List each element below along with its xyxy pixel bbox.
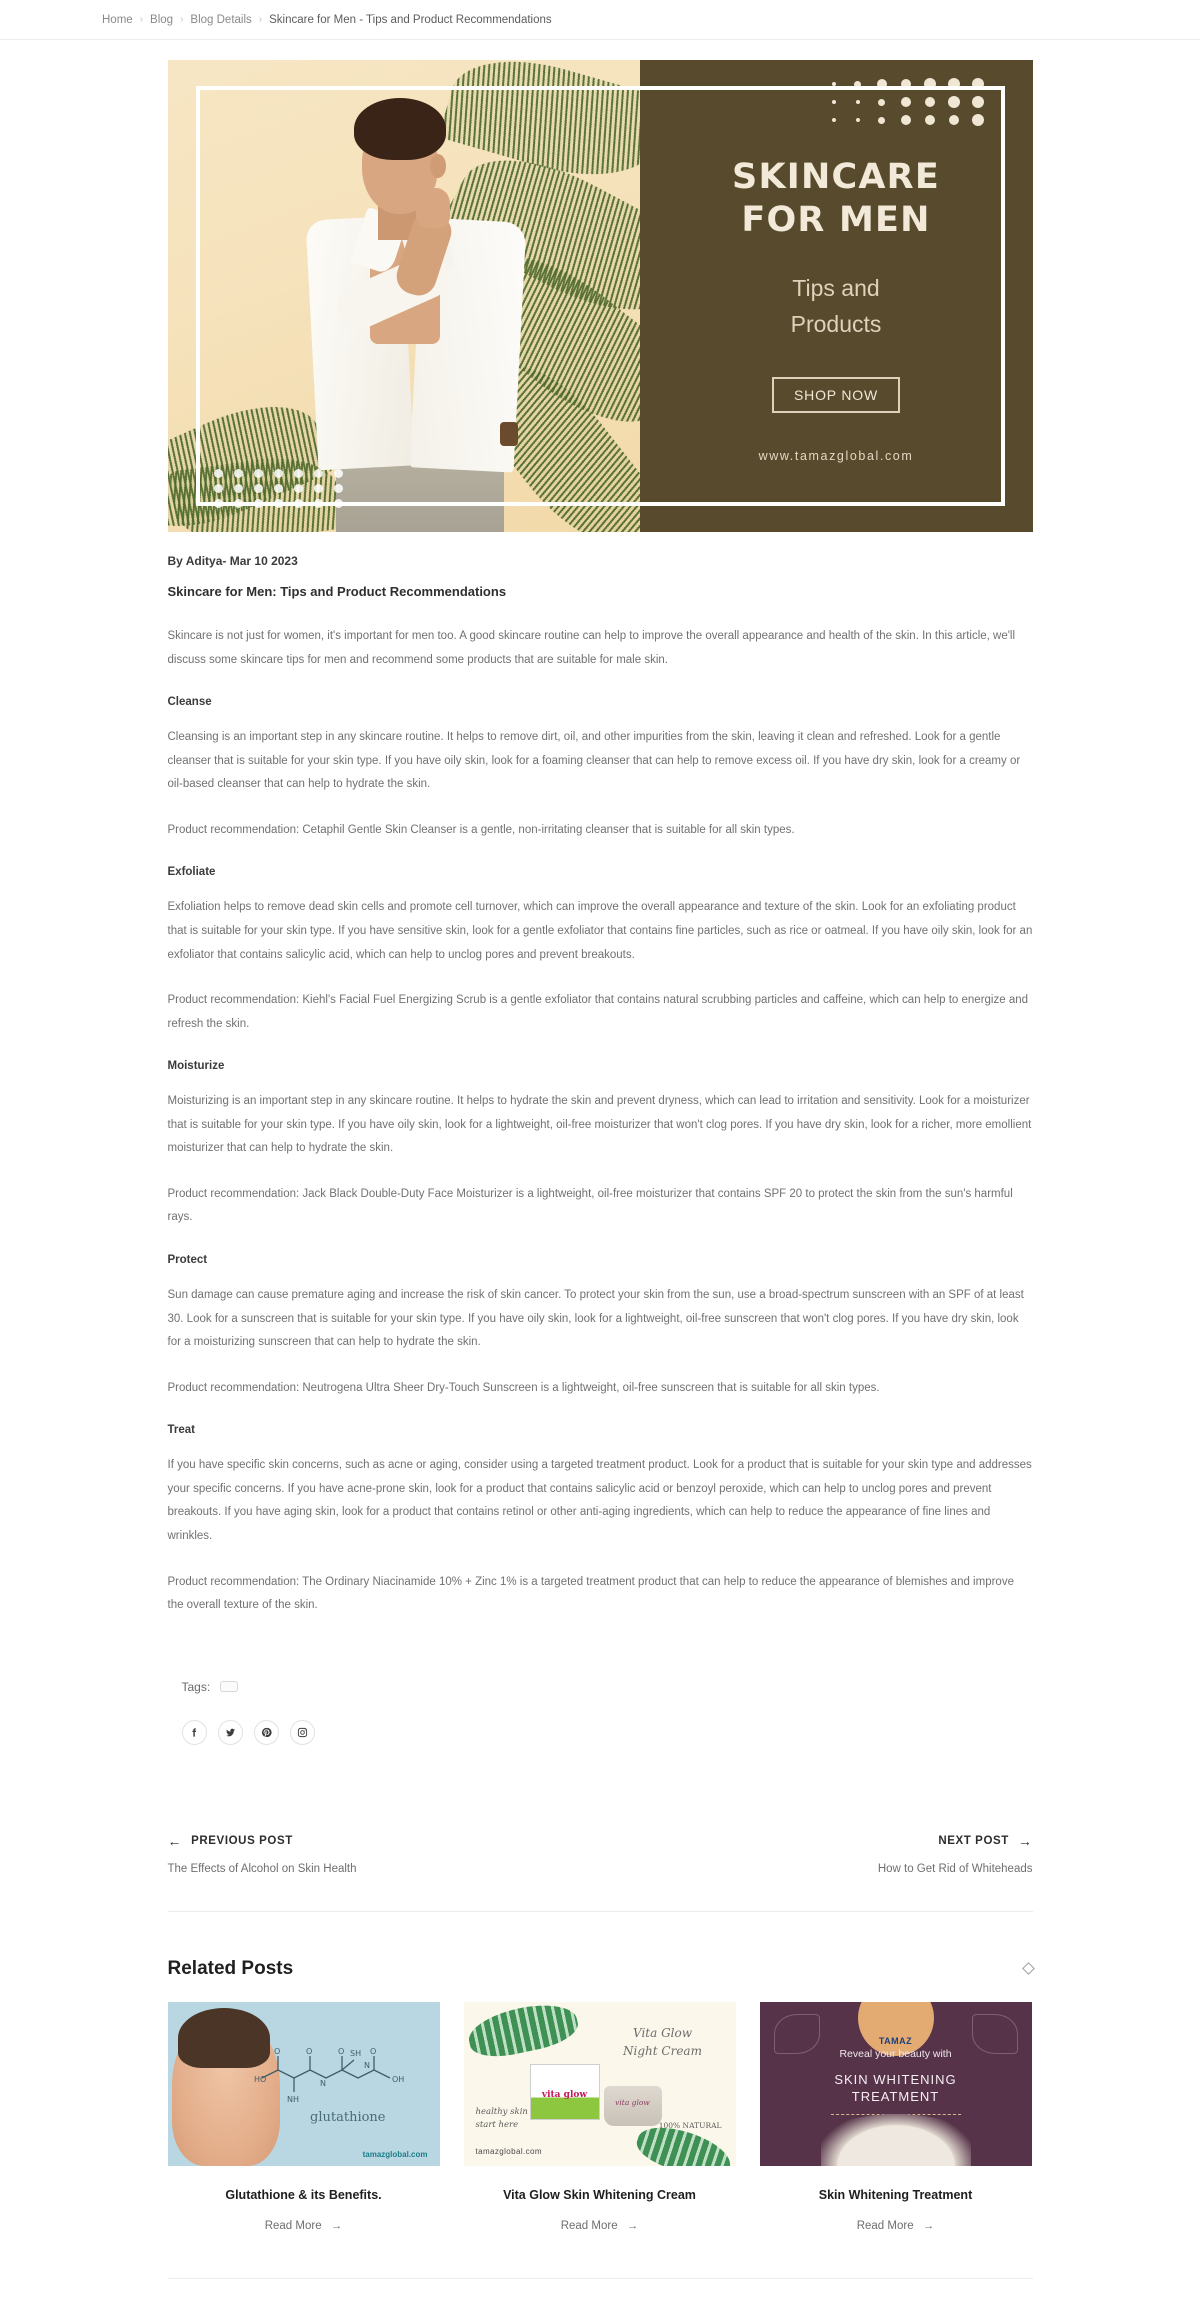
- tag-chip[interactable]: [220, 1681, 238, 1692]
- svg-text:O: O: [305, 2046, 312, 2056]
- tags-row: [168, 1680, 1033, 1694]
- breadcrumb-separator-icon: ›: [139, 14, 144, 25]
- thumbnail-tagline: Reveal your beauty with: [839, 2047, 952, 2060]
- related-post-thumbnail[interactable]: [168, 2002, 440, 2166]
- svg-text:OH: OH: [391, 2074, 404, 2084]
- tagline-line2: start here: [475, 2119, 519, 2130]
- breadcrumb: [0, 0, 1200, 40]
- instagram-icon[interactable]: [290, 1720, 315, 1745]
- facebook-icon[interactable]: [182, 1720, 207, 1745]
- related-post-card[interactable]: [760, 2002, 1032, 2232]
- read-more-link[interactable]: [760, 2220, 1032, 2232]
- article-body: [168, 532, 1033, 1745]
- arrow-left-icon: ←: [167, 1832, 183, 1849]
- headline-line1: SKIN WHITENING: [834, 2071, 957, 2087]
- svg-text:O: O: [337, 2046, 344, 2056]
- model-photo: [296, 92, 536, 532]
- script-line1: Vita Glow: [632, 2025, 692, 2040]
- breadcrumb-item-blog-details[interactable]: Blog Details: [190, 13, 252, 26]
- headline-line2: TREATMENT: [851, 2088, 940, 2104]
- natural-badge: 100% NATURAL: [658, 2120, 722, 2130]
- dot-grid-decoration: [825, 78, 987, 126]
- pinterest-icon[interactable]: [254, 1720, 279, 1745]
- brand-watermark: tamazglobal.com: [475, 2146, 542, 2156]
- brand-watermark: tamazglobal.com: [362, 2149, 428, 2159]
- social-share-row: [168, 1720, 1033, 1745]
- read-more-label: Read More: [856, 2219, 914, 2232]
- molecule-diagram-icon: [254, 2044, 424, 2106]
- svg-text:NH: NH: [286, 2094, 299, 2104]
- section-recommendation-protect: Product recommendation: Neutrogena Ultra Sheer Dry-Touch Sunscreen is a lightweight, oil-free sunscreen that is suitable for all skin types.: [167, 1381, 880, 1394]
- hero-banner: [168, 60, 1033, 532]
- product-jar-label: vita glow: [615, 2097, 650, 2107]
- svg-text:O: O: [273, 2046, 280, 2056]
- section-heading-exfoliate: Exfoliate: [167, 866, 216, 879]
- read-more-label: Read More: [560, 2219, 618, 2232]
- section-body-protect: Sun damage can cause premature aging and increase the risk of skin cancer. To protect your skin from the sun, use a broad-spectrum sunscreen with an SPF of at least 30. Look for a sunscreen that is suitable for your skin type. If you have oily skin, look for a lightweight, oil-free sunscreen that won't clog pores. If you have dry skin, look for a moisturizing sunscreen that can help to hydrate the skin.: [167, 1289, 1024, 1349]
- related-post-card[interactable]: [464, 2002, 736, 2232]
- post-navigation: [168, 1833, 1033, 1912]
- next-post-link[interactable]: [938, 1833, 1032, 1849]
- hero-banner-photo: [168, 60, 640, 532]
- arrow-right-icon: →: [330, 2219, 343, 2232]
- section-body-treat: If you have specific skin concerns, such as acne or aging, consider using a targeted treatment product. Look for a product that is suitable for your skin type and addresses your specific concerns. If you have acne-prone skin, look for a product that contains salicylic acid or benzoyl peroxide, which can help to unclog pores and prevent breakouts. If you have aging skin, look for a product that contains retinol or other anti-aging ingredients, which can help to reduce the appearance of fine lines and wrinkles.: [167, 1459, 1032, 1542]
- dot-grid-decoration: [214, 469, 348, 508]
- section-heading-treat: Treat: [167, 1424, 195, 1437]
- next-post-title[interactable]: How to Get Rid of Whiteheads: [877, 1862, 1033, 1875]
- related-post-title[interactable]: Skin Whitening Treatment: [818, 2187, 973, 2202]
- svg-text:O: O: [369, 2046, 376, 2056]
- section-body-exfoliate: Exfoliation helps to remove dead skin cells and promote cell turnover, which can improve the overall appearance and texture of the skin. Look for an exfoliating product that is suitable for your skin type. If you have sensitive skin, look for a gentle exfoliator that contains fine particles, such as rice or oatmeal. If you have oily skin, look for an exfoliator that contains salicylic acid, which can help to unclog pores and prevent breakouts.: [167, 901, 1033, 961]
- section-heading-cleanse: Cleanse: [167, 696, 212, 709]
- tags-label: Tags:: [181, 1679, 211, 1694]
- section-recommendation-moisturize: Product recommendation: Jack Black Double-Duty Face Moisturizer is a lightweight, oil-free moisturizer that contains SPF 20 to protect the skin from the sun's harmful rays.: [167, 1187, 1013, 1224]
- breadcrumb-item-current: Skincare for Men - Tips and Product Recommendations: [269, 13, 552, 26]
- script-line2: Night Cream: [623, 2043, 702, 2058]
- read-more-link[interactable]: [168, 2220, 440, 2232]
- arrow-right-icon: →: [1017, 1832, 1033, 1849]
- svg-text:N: N: [363, 2060, 370, 2070]
- related-post-thumbnail[interactable]: [464, 2002, 736, 2166]
- related-post-card[interactable]: [168, 2002, 440, 2232]
- previous-post-label: PREVIOUS POST: [191, 1834, 293, 1847]
- svg-text:HO: HO: [253, 2074, 266, 2084]
- hero-title: [732, 156, 940, 241]
- next-post-label: NEXT POST: [938, 1834, 1009, 1847]
- breadcrumb-item-blog[interactable]: Blog: [150, 13, 174, 26]
- hero-subtitle-line2: Products: [790, 311, 882, 338]
- tagline-line1: healthy skin: [475, 2107, 528, 2118]
- thumbnail-script-text: [602, 2024, 724, 2060]
- arrow-right-icon: →: [626, 2219, 639, 2232]
- article-intro: Skincare is not just for women, it's important for men too. A good skincare routine can help to improve the overall appearance and health of the skin. In this article, we'll discuss some skincare tips for men and recommend some products that are suitable for male skin.: [167, 630, 1016, 666]
- breadcrumb-separator-icon: ›: [180, 14, 184, 25]
- article-byline: By Aditya- Mar 10 2023: [167, 554, 298, 568]
- arrow-right-icon: →: [922, 2219, 935, 2232]
- tagline-text: [476, 2106, 528, 2132]
- section-body-cleanse: Cleansing is an important step in any skincare routine. It helps to remove dirt, oil, and other impurities from the skin, leaving it clean and refreshed. Look for a gentle cleanser that is suitable for your skin type. If you have oily skin, look for a foaming cleanser that can help to remove excess oil. If you have dry skin, look for a creamy or oil-based cleanser that can help to hydrate the skin.: [167, 731, 1021, 791]
- brand-logo-label: TAMAZ: [878, 2035, 913, 2046]
- related-post-title[interactable]: Glutathione & its Benefits.: [225, 2187, 382, 2202]
- section-body-moisturize: Moisturizing is an important step in any skincare routine. It helps to hydrate the skin and prevent dryness, which can lead to irritation and sensitivity. Look for a moisturizer that is suitable for your skin type. If you have oily skin, look for a lightweight, oil-free moisturizer that won't clog pores. If you have dry skin, look for a richer, more emollient moisturizer that can help to hydrate the skin.: [167, 1095, 1032, 1155]
- related-post-thumbnail[interactable]: [760, 2002, 1032, 2166]
- section-heading-moisturize: Moisturize: [167, 1060, 225, 1073]
- section-recommendation-treat: Product recommendation: The Ordinary Niacinamide 10% + Zinc 1% is a targeted treatment product that can help to reduce the appearance of blemishes and improve the overall texture of the skin.: [167, 1575, 1014, 1612]
- hero-title-line1: SKINCARE: [732, 157, 940, 197]
- breadcrumb-item-home[interactable]: Home: [102, 13, 133, 26]
- section-heading-protect: Protect: [167, 1254, 208, 1266]
- molecule-label: glutathione: [310, 2109, 386, 2125]
- page-title: Skincare for Men: Tips and Product Recommendations: [167, 584, 507, 599]
- hero-subtitle-line1: Tips and: [792, 275, 880, 302]
- section-recommendation-cleanse: Product recommendation: Cetaphil Gentle Skin Cleanser is a gentle, non-irritating cleanser that is suitable for all skin types.: [167, 823, 795, 836]
- related-post-title[interactable]: Vita Glow Skin Whitening Cream: [503, 2187, 696, 2202]
- related-posts-heading: Related Posts: [167, 1957, 294, 1979]
- svg-text:N: N: [319, 2078, 326, 2088]
- product-box-label: vita glow: [541, 2089, 588, 2100]
- read-more-link[interactable]: [464, 2220, 736, 2232]
- svg-text:SH: SH: [349, 2048, 361, 2058]
- diamond-icon[interactable]: [1022, 1962, 1035, 1975]
- hero-title-line2: FOR MEN: [741, 199, 931, 240]
- related-posts-section: [0, 1958, 1200, 2279]
- hero-subtitle: [791, 271, 882, 342]
- previous-post-title[interactable]: The Effects of Alcohol on Skin Health: [167, 1862, 357, 1875]
- hero-website-url: www.tamazglobal.com: [758, 448, 914, 463]
- section-divider: [168, 2278, 1033, 2279]
- leaf-icon: [464, 2002, 581, 2063]
- thumbnail-headline: [760, 2072, 1032, 2106]
- hero-banner-text-panel: [640, 60, 1033, 532]
- read-more-label: Read More: [264, 2219, 322, 2232]
- twitter-icon[interactable]: [218, 1720, 243, 1745]
- breadcrumb-separator-icon: ›: [258, 14, 263, 25]
- section-recommendation-exfoliate: Product recommendation: Kiehl's Facial Fuel Energizing Scrub is a gentle exfoliator that contains natural scrubbing particles and caffeine, which can help to energize and refresh the skin.: [167, 994, 1029, 1030]
- previous-post-link[interactable]: [168, 1833, 357, 1849]
- spa-model-photo: [821, 2114, 971, 2166]
- shop-now-button[interactable]: SHOP NOW: [772, 377, 900, 413]
